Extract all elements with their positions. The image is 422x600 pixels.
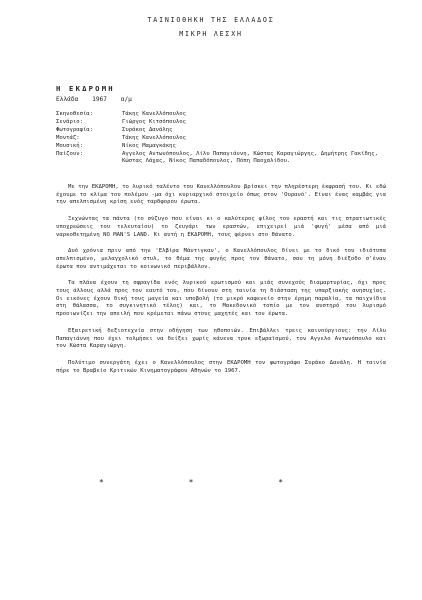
film-title: Η ΕΚΔΡΟΜΗ: [56, 84, 115, 93]
credit-value: Συράκος Δανάλης: [122, 126, 173, 133]
credit-row: [56, 119, 386, 127]
credit-label: Παίζουν:: [56, 150, 83, 157]
film-country: Ελλάδα: [56, 96, 79, 103]
credit-label: Φωτογραφία:: [56, 126, 94, 133]
paragraph: Με την ΕΚΔΡΟΜΗ, το λυρικό ταλέντο του Κανελλόπουλου βρίσκει την πληρέστερη έκφρασή του. Κι εδώ έχουμε το κλίμα του πολέμου -μα όχι κυριαρχικό στοιχείο όπως στον 'Ουρανό'. Είναι ένας καμβάς για την απελπισμένη κρίση ενός ταρδφορου έρωτα.: [56, 184, 386, 206]
credit-value: Τάκης Κανελλόπουλος: [122, 111, 186, 117]
archive-name: ΤΑΙΝΙΟΘΗΚΗ ΤΗΣ ΕΛΛΑΔΟΣ: [147, 16, 275, 24]
credit-value: Τάκης Κανελλόπουλος: [122, 134, 186, 141]
paragraph: Πολύτιμο συνεργάτη έχει ο Κανελλόπουλος στην ΕΚΔΡΟΜΗ τον φωτογράφο Συράκο Δανάλη. Η ταινία πήρε το Βραβείο Κριτικών Κινηματογράφου Αθηνών το 1967.: [56, 359, 386, 374]
paragraph: Τα πλάνα έχουν τη σφραγίδα ενός λυρικού ερωτισμού και μιάς συνεχούς διαμαρτυρίας, όχι προς τους άλλους αλλά προς τον εαυτό του, που δίνουν στη ταινία τη διάσταση της υπαρξιακής ανησυχίας. Οι εικόνες έχουν δική τους μαγεία και υποβολή (το μικρό καφενείο στην έρημη παραλία, τα παιχνίδια στη θάλασσα, το συγκινητικό τέλος) και, το Μακεδονικό τοπίο με τον αυστηρό του λυρισμό προοιωνίζει την απειλή που κρέμεται πάνω στους μαχητές και τον έρωτα.: [56, 280, 386, 318]
credit-value: Αγγελος Αντωνόπουλος, Λίλυ Παπαγιάννη, Κώστας Καραγιώργης, Δημήτρης Γακίδης, Κώστας Λάχας, Νίκος Παπαδόπουλος, Πόπη Παοχαλίδου.: [122, 150, 378, 165]
credit-label: Σενάριο:: [56, 118, 83, 125]
credit-label: Μουσική:: [56, 142, 83, 149]
credits-list: [56, 111, 386, 166]
credit-value: Γιώργος Κιτσόπουλος: [122, 118, 186, 125]
film-format: α/μ: [120, 96, 132, 103]
credit-row: [56, 111, 386, 119]
credit-row: [56, 151, 386, 167]
closing-asterisks: * * *: [98, 478, 324, 487]
credit-value: Νίκος Μαμαγκάκης: [122, 142, 176, 149]
credit-row: [56, 143, 386, 151]
club-name: ΜΙΚΡΗ ΛΕΣΧΗ: [179, 30, 243, 38]
review-text: [56, 184, 386, 384]
film-meta: [56, 96, 142, 103]
film-year: 1967: [92, 96, 107, 103]
paragraph: Ξεχνώντας τα πάντα (το σύζυγο που είναι κι ο καλύτερος φίλος του εραστή και τις στρατιωτικές υποχρεώσεις του τελευταίου) το ζευγάρι των εραστών, επιχειρεί μιά 'φυγή' μέσα από μιά ναρκοθετημένη NO MAN'S LAND. Κι αυτή η ΕΚΔΡΟΜΗ, τους φέρνει στο θάνατο.: [56, 216, 386, 238]
credit-label: Μοντάζ:: [56, 134, 80, 141]
paragraph: Δυό χρόνια πριν από την 'Ελβίρα Μάντιγκαν', ο Κανελλόπουλος δίνει με το δικό του ιδιότυπα απελπισμένο, μελαγχολικό στυλ, το θέμα της φυγής προς τον θάνατο, σαν τη μόνη διέξοδο σ'έναν έρωτα που αντιμάχεται το κοινωνικό περιβάλλον.: [56, 248, 386, 270]
credit-row: [56, 127, 386, 135]
credit-label: Σκηνοθεσία:: [56, 111, 94, 117]
paragraph: Εξαιρετική δεξιοτεχνία στην οδήγηση των ηθοποιών. Επιβάλλει τρεις καινούργιους: την Λίλυ Παπαγιάννη που έχει τολμήσει να δείξει χωρίς κάνενα τρυκ εξωραϊσμού, τον Αγγελο Αντωνόπουλο και τον Κώστα Καραγιώργη.: [56, 327, 386, 350]
credit-row: [56, 135, 386, 143]
